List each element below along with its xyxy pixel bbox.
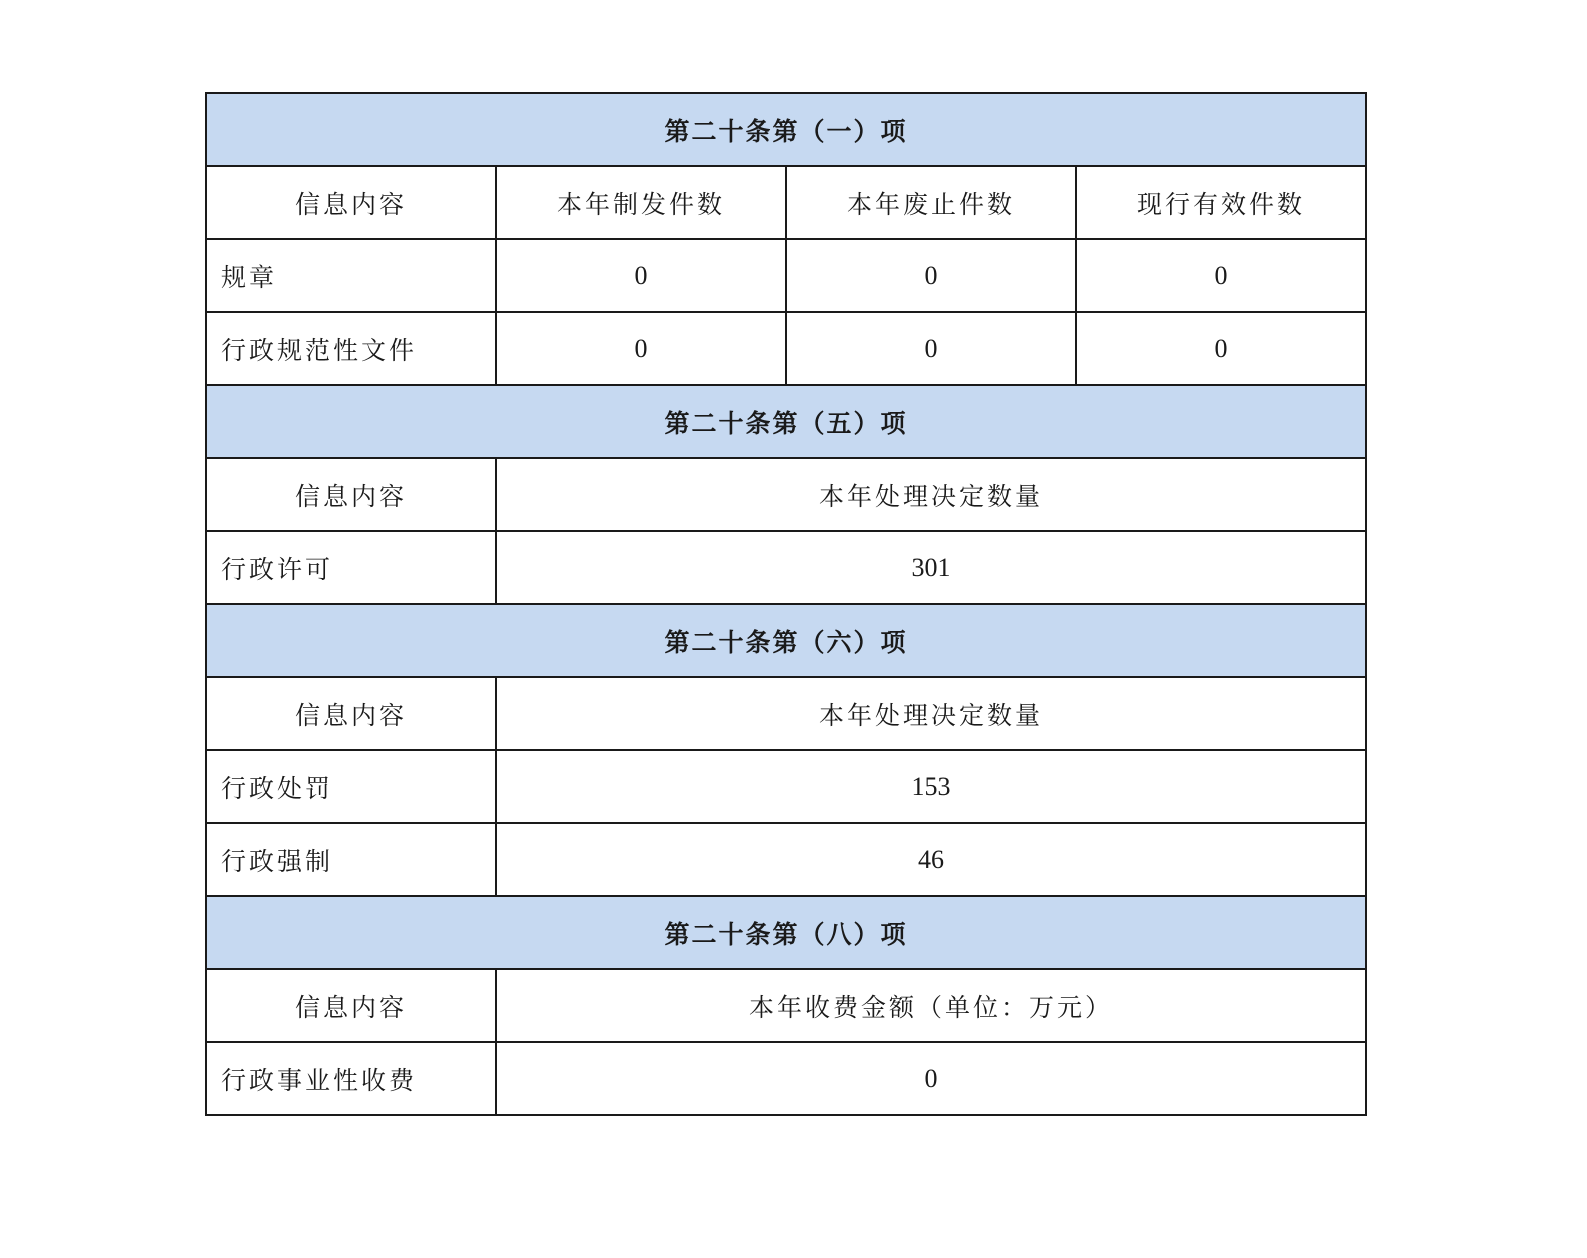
table-row (206, 531, 1366, 604)
table-row (206, 823, 1366, 896)
cell-value: 0 (496, 1042, 1366, 1115)
column-header: 信息内容 (206, 458, 496, 531)
column-header-row (206, 677, 1366, 750)
row-label: 行政许可 (206, 531, 496, 604)
table-row (206, 1042, 1366, 1115)
column-header: 本年处理决定数量 (496, 677, 1366, 750)
disclosure-table (205, 92, 1367, 1116)
column-header: 信息内容 (206, 677, 496, 750)
section-header-row (206, 93, 1366, 166)
column-header-row (206, 166, 1366, 239)
row-label: 规章 (206, 239, 496, 312)
column-header: 本年收费金额（单位：万元） (496, 969, 1366, 1042)
section-header-row (206, 604, 1366, 677)
table-row (206, 312, 1366, 385)
row-label: 行政处罚 (206, 750, 496, 823)
column-header: 信息内容 (206, 166, 496, 239)
column-header-row (206, 458, 1366, 531)
section-title: 第二十条第（一）项 (206, 93, 1366, 166)
table-row (206, 239, 1366, 312)
row-label: 行政事业性收费 (206, 1042, 496, 1115)
cell-value: 0 (496, 239, 786, 312)
row-label: 行政强制 (206, 823, 496, 896)
cell-value: 0 (1076, 312, 1366, 385)
section-header-row (206, 896, 1366, 969)
section-title: 第二十条第（六）项 (206, 604, 1366, 677)
column-header: 本年制发件数 (496, 166, 786, 239)
section-header-row (206, 385, 1366, 458)
section-title: 第二十条第（八）项 (206, 896, 1366, 969)
cell-value: 0 (1076, 239, 1366, 312)
column-header-row (206, 969, 1366, 1042)
table-row (206, 750, 1366, 823)
cell-value: 0 (786, 312, 1076, 385)
column-header: 信息内容 (206, 969, 496, 1042)
column-header: 现行有效件数 (1076, 166, 1366, 239)
cell-value: 153 (496, 750, 1366, 823)
cell-value: 301 (496, 531, 1366, 604)
section-title: 第二十条第（五）项 (206, 385, 1366, 458)
cell-value: 46 (496, 823, 1366, 896)
row-label: 行政规范性文件 (206, 312, 496, 385)
column-header: 本年处理决定数量 (496, 458, 1366, 531)
column-header: 本年废止件数 (786, 166, 1076, 239)
cell-value: 0 (786, 239, 1076, 312)
cell-value: 0 (496, 312, 786, 385)
